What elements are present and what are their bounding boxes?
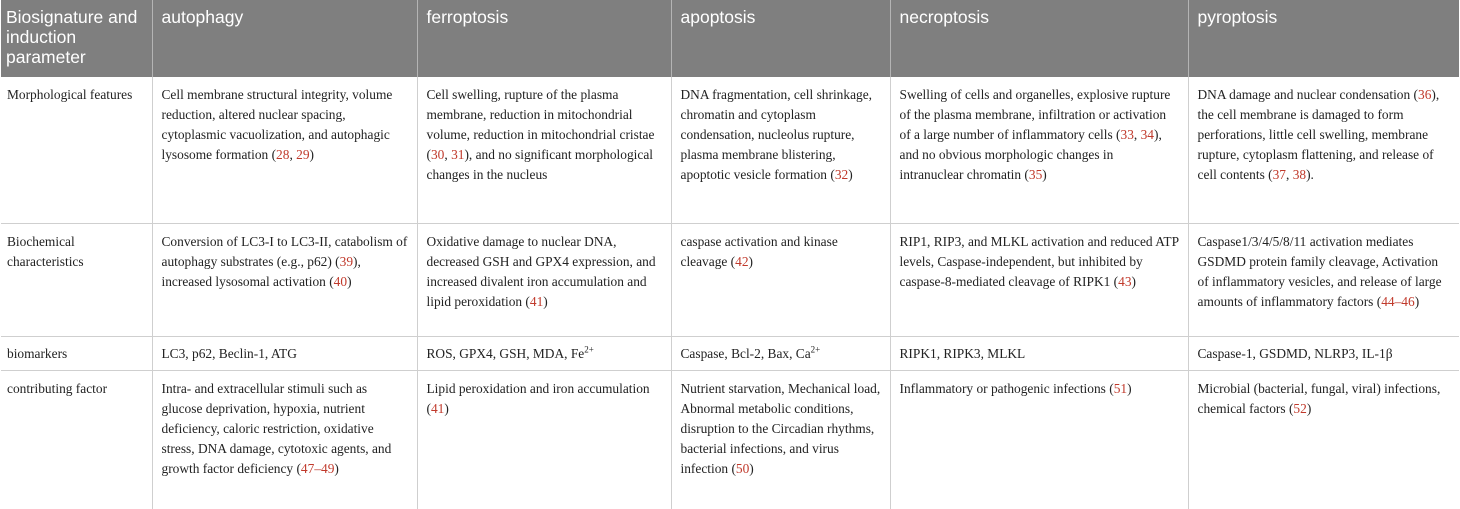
table-row-morphological [1, 77, 1459, 223]
citation-link[interactable]: 40 [333, 273, 348, 289]
cell-ferroptosis: Lipid peroxidation and iron accumulation (41) [417, 370, 671, 509]
citation-link[interactable]: 47–49 [300, 460, 335, 476]
cell-necroptosis: RIPK1, RIPK3, MLKL [890, 336, 1188, 370]
row-label: contributing factor [7, 380, 108, 396]
row-label: Morphological features [1, 77, 152, 223]
cell-ferroptosis: ROS, GPX4, GSH, MDA, $Fe^{2+}$ [417, 336, 671, 370]
cell-apoptosis: Caspase, Bcl-2, Bax, $Ca^{2+}$ [671, 336, 890, 370]
citation-link[interactable]: 33 [1120, 127, 1134, 142]
superscript: 2+ [810, 344, 821, 355]
citation-link[interactable]: 42 [735, 253, 749, 269]
cell-pyroptosis: Caspase-1, GSDMD, NLRP3, IL-1β [1188, 336, 1459, 370]
citation-link[interactable]: 50 [735, 460, 750, 476]
cell-autophagy: Intra- and extracellular stimuli such as glucose deprivation, hypoxia, nutrient deficiency, caloric restriction, oxidative stress, DNA damage, cytotoxic agents, and growth factor deficiency (47–49) [152, 370, 417, 509]
citation-link[interactable]: 37 [1272, 167, 1286, 182]
table-row-biochemical [1, 223, 1459, 336]
header-necroptosis: necroptosis [890, 0, 1188, 77]
citation-link[interactable]: 28 [276, 147, 290, 162]
citation-link[interactable]: 38 [1292, 167, 1307, 182]
citation-link[interactable]: 51 [1113, 380, 1128, 396]
header-ferroptosis: ferroptosis [417, 0, 671, 77]
header-parameter: Biosignature and induction parameter [1, 0, 152, 77]
cell-autophagy: LC3, p62, Beclin-1, ATG [152, 336, 417, 370]
cell-autophagy: Conversion of LC3-I to LC3-II, catabolism of autophagy substrates (e.g., p62) (39), increased lysosomal activation (40) [152, 223, 417, 336]
citation-link[interactable]: 30 [430, 147, 445, 162]
citation-link[interactable]: 34 [1140, 127, 1154, 142]
citation-link[interactable]: 35 [1028, 167, 1043, 182]
cell-ferroptosis: Oxidative damage to nuclear DNA, decreased GSH and GPX4 expression, and increased divalent iron accumulation and lipid peroxidation (41) [417, 223, 671, 336]
cell-apoptosis: Nutrient starvation, Mechanical load, Abnormal metabolic conditions, disruption to the Circadian rhythms, bacterial infections, and virus infection (50) [671, 370, 890, 509]
citation-link[interactable]: 52 [1293, 400, 1307, 416]
table-row-biomarkers [1, 336, 1459, 370]
row-label: Biochemical characteristics [1, 223, 152, 336]
table-row-contributing-factor [1, 370, 1459, 509]
citation-link[interactable]: 39 [339, 253, 354, 269]
row-label: biomarkers [1, 336, 152, 370]
cell-necroptosis: Inflammatory or pathogenic infections (51) [890, 370, 1188, 509]
superscript: 2+ [584, 344, 594, 355]
cell-apoptosis: caspase activation and kinase cleavage (42) [671, 223, 890, 336]
header-row [1, 0, 1459, 77]
cell-pyroptosis: Microbial (bacterial, fungal, viral) infections, chemical factors (52) [1188, 370, 1459, 509]
citation-link[interactable]: 41 [430, 400, 445, 416]
cell-apoptosis: DNA fragmentation, cell shrinkage, chromatin and cytoplasm condensation, nucleolus rupture, plasma membrane blistering, apoptotic vesicle formation (32) [671, 77, 890, 223]
citation-link[interactable]: 44–46 [1381, 293, 1415, 309]
cell-necroptosis: RIP1, RIP3, and MLKL activation and reduced ATP levels, Caspase-independent, but inhibited by caspase-8-mediated cleavage of RIPK1 (43) [890, 223, 1188, 336]
header-pyroptosis: pyroptosis [1188, 0, 1459, 77]
cell-pyroptosis: DNA damage and nuclear condensation (36), the cell membrane is damaged to form perforations, little cell swelling, membrane rupture, cytoplasm flattening, and release of cell contents (37, 38). [1188, 77, 1459, 223]
header-autophagy: autophagy [152, 0, 417, 77]
citation-link[interactable]: 31 [451, 147, 465, 162]
citation-link[interactable]: 41 [529, 293, 544, 309]
citation-link[interactable]: 36 [1418, 87, 1432, 102]
cell-ferroptosis: Cell swelling, rupture of the plasma membrane, reduction in mitochondrial volume, reduction in mitochondrial cristae (30, 31), and no significant morphological changes in the nucleus [417, 77, 671, 223]
cell-pyroptosis: Caspase1/3/4/5/8/11 activation mediates GSDMD protein family cleavage, Activation of inflammatory vesicles, and release of large amounts of inflammatory factors (44–46) [1188, 223, 1459, 336]
citation-link[interactable]: 32 [834, 167, 849, 182]
cell-autophagy: Cell membrane structural integrity, volume reduction, altered nuclear spacing, cytoplasmic vacuolization, and autophagic lysosome formation (28, 29) [152, 77, 417, 223]
citation-link[interactable]: 29 [296, 147, 310, 162]
citation-link[interactable]: 43 [1118, 273, 1132, 289]
cell-necroptosis: Swelling of cells and organelles, explosive rupture of the plasma membrane, infiltration or activation of a large number of inflammatory cells (33, 34), and no obvious morphologic changes in intranuclear chromatin (35) [890, 77, 1188, 223]
header-apoptosis: apoptosis [671, 0, 890, 77]
cell-death-comparison-table [1, 0, 1459, 509]
